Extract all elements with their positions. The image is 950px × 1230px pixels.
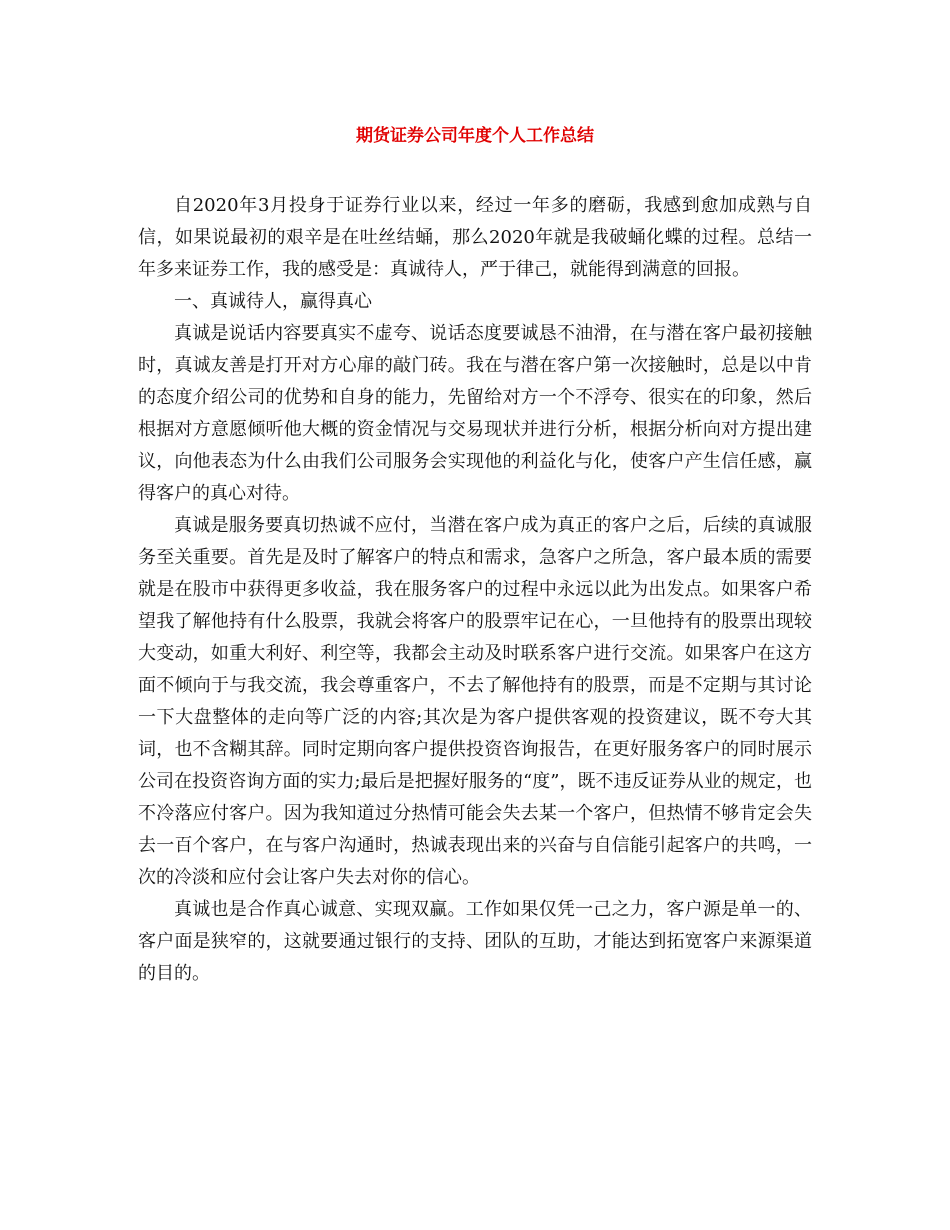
paragraph-intro: 自2020年3月投身于证券行业以来，经过一年多的磨砺，我感到愈加成熟与自信，如果说最初的艰辛是在吐丝结蛹，那么2020年就是我破蛹化蝶的过程。总结一年多来证券工作，我的感受是：真诚待人，严于律己，就能得到满意的回报。 bbox=[138, 195, 812, 280]
document-body bbox=[138, 190, 812, 990]
paragraph-sincere-speech: 真诚是说话内容要真实不虚夸、说话态度要诚恳不油滑，在与潜在客户最初接触时，真诚友善是打开对方心扉的敲门砖。我在与潜在客户第一次接触时，总是以中肯的态度介绍公司的优势和自身的能力，先留给对方一个不浮夸、很实在的印象，然后根据对方意愿倾听他大概的资金情况与交易现状并进行分析，根据分析向对方提出建议，向他表态为什么由我们公司服务会实现他的利益化与化，使客户产生信任感，赢得客户的真心对待。 bbox=[138, 323, 812, 504]
document-title: 期货证券公司年度个人工作总结 bbox=[356, 126, 594, 146]
section-heading: 一、真诚待人，赢得真心 bbox=[174, 291, 372, 312]
paragraph-sincere-cooperation: 真诚也是合作真心诚意、实现双赢。工作如果仅凭一己之力，客户源是单一的、客户面是狭窄的，这就要通过银行的支持、团队的互助，才能达到拓宽客户来源渠道的目的。 bbox=[138, 899, 812, 984]
paragraph-sincere-service: 真诚是服务要真切热诚不应付，当潜在客户成为真正的客户之后，后续的真诚服务至关重要。首先是及时了解客户的特点和需求，急客户之所急，客户最本质的需要就是在股市中获得更多收益，我在服务客户的过程中永远以此为出发点。如果客户希望我了解他持有什么股票，我就会将客户的股票牢记在心，一旦他持有的股票出现较大变动，如重大利好、利空等，我都会主动及时联系客户进行交流。如果客户在这方面不倾向于与我交流，我会尊重客户，不去了解他持有的股票，而是不定期与其讨论一下大盘整体的走向等广泛的内容;其次是为客户提供客观的投资建议，既不夸大其词，也不含糊其辞。同时定期向客户提供投资咨询报告，在更好服务客户的同时展示公司在投资咨询方面的实力;最后是把握好服务的“度”，既不违反证券从业的规定，也不冷落应付客户。因为我知道过分热情可能会失去某一个客户，但热情不够肯定会失去一百个客户，在与客户沟通时，热诚表现出来的兴奋与自信能引起客户的共鸣，一次的冷淡和应付会让客户失去对你的信心。 bbox=[138, 515, 812, 888]
